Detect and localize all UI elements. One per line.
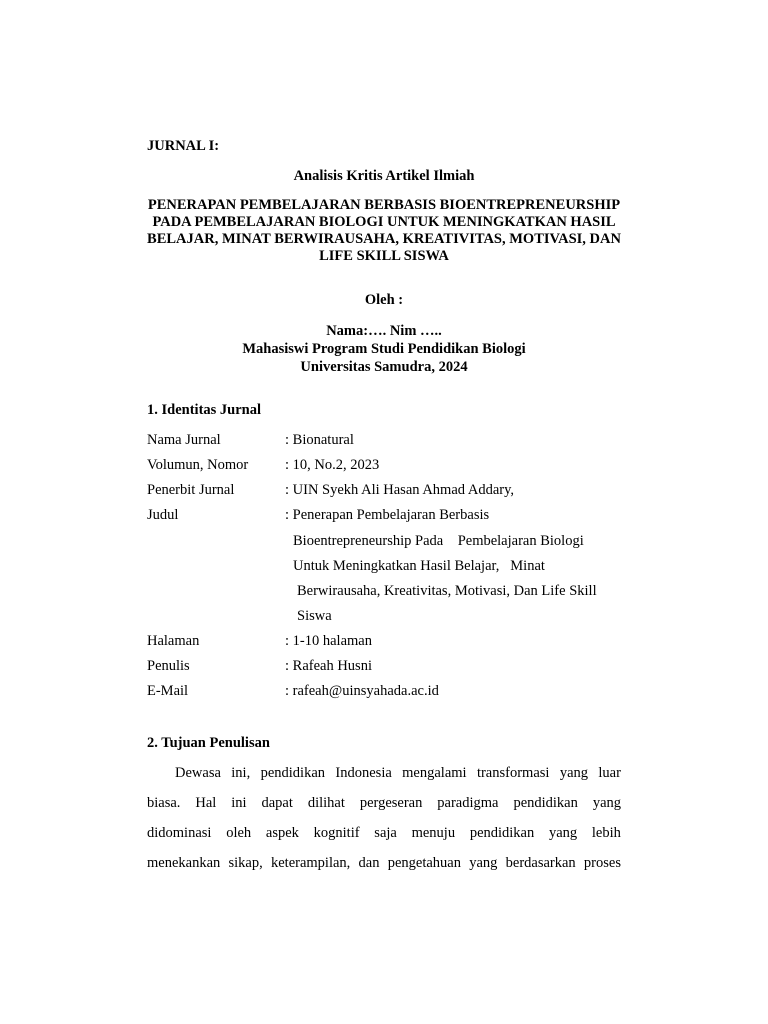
identity-key: Penerbit Jurnal [147, 482, 235, 498]
identity-value: : 10, No.2, 2023 [285, 457, 380, 473]
author-block [0, 322, 768, 376]
identity-key: Judul [147, 507, 179, 523]
paragraph-word: Hal [195, 795, 217, 811]
paragraph-word: didominasi [147, 825, 212, 841]
identity-key: Nama Jurnal [147, 432, 221, 448]
paragraph-word: sikap, [228, 855, 263, 871]
paragraph-word: ini, [231, 765, 251, 781]
article-title-line: PADA PEMBELAJARAN BIOLOGI UNTUK MENINGKATKAN HASIL [152, 214, 616, 230]
identity-value: : Bionatural [285, 432, 354, 448]
paragraph-word: mengalami [402, 765, 467, 781]
paragraph-word: pendidikan [469, 825, 535, 841]
paragraph-word: ini [231, 795, 247, 811]
paragraph-line [147, 825, 621, 842]
section-heading-identitas: 1. Identitas Jurnal [147, 402, 262, 418]
identity-value: : 1-10 halaman [285, 633, 372, 649]
paragraph-word: dan [358, 855, 380, 871]
identity-key: Volumun, Nomor [147, 457, 249, 473]
paragraph-word: saja [374, 825, 397, 841]
paragraph-word: paradigma [437, 795, 499, 811]
document-subtitle: Analisis Kritis Artikel Ilmiah [293, 168, 475, 184]
paragraph-word: menuju [411, 825, 456, 841]
paragraph-word: pergeseran [359, 795, 423, 811]
paragraph-word: menekankan [147, 855, 221, 871]
identity-value: : rafeah@uinsyahada.ac.id [285, 683, 439, 699]
paragraph-word: dilihat [307, 795, 345, 811]
paragraph-word: oleh [226, 825, 252, 841]
author-program: Mahasiswi Program Studi Pendidikan Biologi [242, 341, 526, 357]
paragraph-line [175, 765, 621, 782]
identity-value: : Penerapan Pembelajaran Berbasis [285, 507, 490, 523]
identity-key: Halaman [147, 633, 200, 649]
judul-continuation-line: Berwirausaha, Kreativitas, Motivasi, Dan Life Skill [297, 583, 597, 599]
paragraph-word: yang [548, 825, 578, 841]
paragraph-word: dapat [261, 795, 293, 811]
author-name-nim: Nama:…. Nim ….. [326, 323, 442, 339]
paragraph-word: yang [559, 765, 588, 781]
article-title-line: LIFE SKILL SISWA [319, 248, 449, 264]
paragraph-line [147, 855, 621, 872]
identity-value: : UIN Syekh Ali Hasan Ahmad Addary, [285, 482, 515, 498]
identity-key: E-Mail [147, 683, 189, 699]
paragraph-word: proses [583, 855, 621, 871]
paragraph-word: berdasarkan [505, 855, 576, 871]
article-title-line: BELAJAR, MINAT BERWIRAUSAHA, KREATIVITAS, MOTIVASI, DAN [147, 231, 621, 247]
paragraph-word: transformasi [476, 765, 550, 781]
paragraph-word: pendidikan [513, 795, 578, 811]
paragraph-word: luar [598, 765, 621, 781]
paragraph-word: biasa. [147, 795, 181, 811]
article-title [0, 197, 768, 265]
paragraph-word: Indonesia [335, 765, 392, 781]
judul-continuation-line: Untuk Meningkatkan Hasil Belajar, Minat [293, 558, 545, 574]
paragraph-word: aspek [265, 825, 299, 841]
identity-value: : Rafeah Husni [285, 658, 372, 674]
judul-continuation-line: Siswa [297, 608, 332, 624]
paragraph-word: yang [592, 795, 621, 811]
paragraph-word: kognitif [313, 825, 360, 841]
paragraph-word: keterampilan, [270, 855, 351, 871]
paragraph-word: Dewasa [175, 765, 221, 781]
jurnal-label: JURNAL I: [147, 138, 220, 154]
paragraph-word: yang [469, 855, 498, 871]
identity-key: Penulis [147, 658, 190, 674]
paragraph-word: pengetahuan [387, 855, 461, 871]
oleh-label: Oleh : [364, 292, 404, 308]
section-heading-tujuan: 2. Tujuan Penulisan [147, 735, 270, 751]
paragraph-word: pendidikan [260, 765, 326, 781]
judul-continuation-line: Bioentrepreneurship Pada Pembelajaran Biologi [293, 533, 584, 549]
article-title-line: PENERAPAN PEMBELAJARAN BERBASIS BIOENTREPRENEURSHIP [147, 197, 621, 213]
author-university: Universitas Samudra, 2024 [300, 359, 468, 375]
paragraph-line [147, 795, 621, 812]
paragraph-word: lebih [591, 825, 621, 841]
